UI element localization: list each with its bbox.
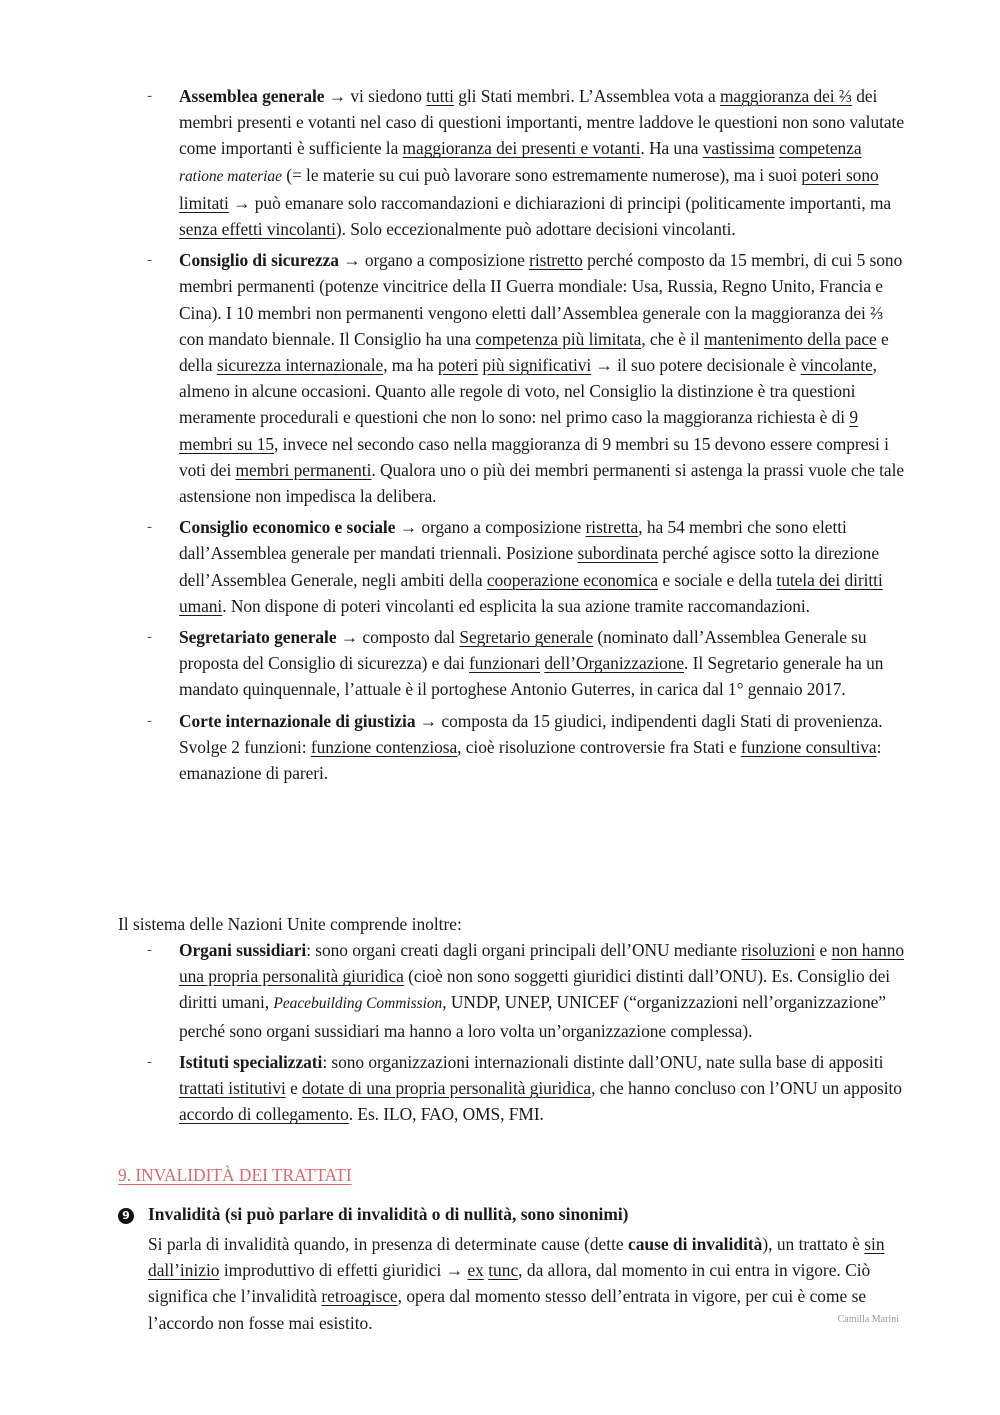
list-item [0, 514, 1000, 619]
underlined-text: più significativi [482, 355, 592, 376]
underlined-text: competenza [778, 138, 862, 159]
text-run: , almeno in alcune occasioni. Quanto alle regole di voto, nel Consiglio la distinzione è tra questioni meramente procedurali e questioni che non lo sono: nel primo caso la maggioranza richiesta è di [179, 355, 877, 428]
underlined-text: non hanno una propria personalità giuridica [179, 940, 904, 987]
list-item [0, 247, 1000, 509]
italic-text: Peacebuilding Commission [273, 995, 443, 1013]
list-item-text [179, 247, 909, 509]
underlined-text: subordinata [577, 543, 659, 564]
underlined-text: accordo di collegamento [179, 1104, 349, 1125]
text-run: : sono organi creati dagli organi principali dell’ONU mediante [306, 940, 742, 960]
underlined-text: ristretta [585, 517, 639, 538]
text-run: → composto dal [336, 627, 460, 648]
text-run: (= le materie su cui può lavorare sono estremamente numerose), ma i suoi [281, 164, 802, 185]
text-run: → può emanare solo raccomandazioni e dichiarazioni di principi (politicamente importanti, ma [228, 192, 892, 213]
underlined-text: poteri sono limitati [179, 164, 879, 213]
underlined-text: competenza più limitata [475, 328, 642, 349]
dash-bullet: - [147, 942, 152, 958]
text-run: gli Stati membri. L’Assemblea vota a [453, 86, 720, 106]
underlined-text: risoluzioni [741, 940, 816, 960]
text-run: ), un trattato è [762, 1234, 865, 1254]
underlined-text: vastissima [702, 138, 775, 159]
underlined-text: tunc [488, 1260, 519, 1281]
bold-text: cause di invalidità [628, 1234, 763, 1254]
list-item-title: Segretariato generale [179, 627, 337, 648]
underlined-text: senza effetti vincolanti [179, 219, 336, 240]
text-run: , da allora, dal momento in cui entra in vigore. Ciò significa che l’invalidità [148, 1260, 871, 1307]
text-run: : sono organizzazioni internazionali distinte dall’ONU, nate sulla base di appositi [322, 1051, 884, 1072]
dash-bullet: - [147, 629, 152, 646]
underlined-text: ex [467, 1260, 484, 1281]
text-run: : emanazione di pareri. [179, 736, 882, 784]
dash-bullet: - [147, 1053, 152, 1070]
text-run: → composta da 15 giudici, indipendenti dagli Stati di provenienza. Svolge 2 funzioni: [179, 710, 883, 757]
underlined-text: trattati istitutivi [179, 1078, 286, 1099]
text-run: perché agisce sotto la direzione dell’Assemblea Generale, negli ambiti della [179, 543, 879, 590]
author-footer: Camilla Marini [837, 1314, 899, 1325]
text-run: improduttivo di effetti giuridici → [219, 1260, 468, 1281]
underlined-text: ristretto [529, 250, 583, 271]
text-run: ). Solo eccezionalmente può adottare decisioni vincolanti. [335, 219, 736, 240]
underlined-text: funzione contenziosa [310, 736, 458, 757]
text-run: , invece nel secondo caso nella maggioranza di 9 membri su 15 devono essere compresi i voti dei [179, 433, 889, 480]
subsection-title: Invalidità (si può parlare di invalidità o di nullità, sono sinonimi) [148, 1204, 629, 1224]
text-run: e della [179, 328, 889, 376]
text-run: . Il Segretario generale ha un mandato quinquennale, l’attuale è il portoghese Antonio Guterres, in carica dal 1° gennaio 2017. [179, 653, 884, 700]
text-run: → organo a composizione [338, 250, 530, 271]
list-item [0, 708, 1000, 787]
list-item [0, 1049, 1000, 1128]
underlined-text: 9 membri su 15 [179, 407, 858, 454]
text-run: (nominato dall’Assemblea Generale su proposta del Consiglio di sicurezza) e dai [179, 627, 867, 674]
underlined-text: tutti [426, 86, 454, 106]
text-run: (cioè non sono soggetti giuridici distinti dall’ONU). Es. Consiglio dei diritti umani, [179, 966, 891, 1013]
list-item-title: Corte internazionale di giustizia [179, 710, 416, 731]
text-run: e [815, 940, 832, 960]
underlined-text: dell’Organizzazione [544, 653, 685, 674]
underlined-text: dotate di una propria personalità giuridica [302, 1078, 592, 1099]
text-run: . Qualora uno o più dei membri permanenti si astenga la prassi vuole che tale astensione non impedisca la delibera. [179, 459, 905, 507]
list-item-title: Consiglio economico e sociale [179, 517, 396, 538]
underlined-text: diritti umani [179, 569, 883, 616]
text-run: dei membri presenti e votanti nel caso di questioni importanti, mentre laddove le questioni non sono valutate come importanti è sufficiente la [179, 86, 904, 159]
intro-paragraph: Il sistema delle Nazioni Unite comprende inoltre: [118, 914, 462, 934]
list-item-text [179, 624, 909, 703]
text-run: , opera dal momento stesso dell’entrata in vigore, per cui è come se l’accordo non fosse mai esistito. [148, 1286, 867, 1333]
text-run: e [285, 1078, 303, 1099]
text-run: perché composto da 15 membri, di cui 5 sono membri permanenti (potenze vincitrice della II Guerra mondiale: Usa, Russia, Regno Unito, Francia e Cina). I 10 membri non permanenti vengono eletti dall’Assemblea generale con la maggioranza dei ⅔ con mandato biennale. Il Consiglio ha una [179, 250, 903, 349]
list-item-text [179, 83, 909, 242]
underlined-text: vincolante [800, 355, 873, 376]
underlined-text: cooperazione economica [486, 569, 659, 590]
other-bodies-list [0, 937, 1000, 1127]
number-nine-icon: 9 [118, 1208, 134, 1224]
underlined-text: membri permanenti [235, 459, 372, 480]
underlined-text: Segretario generale [459, 627, 594, 648]
text-run: e sociale e della [658, 569, 777, 590]
text-run: , ma ha [383, 355, 438, 376]
list-item-title: Assemblea generale [179, 86, 325, 106]
text-run: → il suo potere decisionale è [591, 355, 801, 376]
text-run: . Es. ILO, FAO, OMS, FMI. [348, 1104, 544, 1125]
text-run: , che è il [641, 328, 705, 349]
italic-text: ratione materiae [179, 167, 282, 185]
underlined-text: retroagisce [321, 1286, 398, 1307]
section-heading: 9. INVALIDITÀ DEI TRATTATI [118, 1165, 352, 1185]
text-run: → vi siedono [324, 86, 427, 106]
text-run: , che hanno concluso con l’ONU un apposito [591, 1078, 902, 1099]
underlined-text: mantenimento della pace [704, 328, 877, 349]
text-run: , ha 54 membri che sono eletti dall’Assemblea generale per mandati triennali. Posizione [179, 517, 847, 564]
dash-bullet: - [147, 712, 152, 729]
list-item-text [179, 937, 909, 1044]
list-item-text [179, 514, 909, 619]
dash-bullet: - [147, 252, 152, 269]
list-item-title: Organi sussidiari [179, 940, 307, 960]
underlined-text: maggioranza dei ⅔ [719, 86, 852, 106]
underlined-text: funzionari [469, 653, 540, 674]
text-run: → organo a composizione [395, 517, 586, 538]
underlined-text: tutela dei [776, 569, 841, 590]
text-run: , cioè risoluzione controversie fra Stati e [457, 736, 741, 757]
text-run: Si parla di invalidità quando, in presenza di determinate cause (dette [148, 1234, 629, 1254]
list-item [0, 624, 1000, 703]
underlined-text: sin dall’inizio [148, 1234, 885, 1281]
list-item-text [179, 1049, 909, 1128]
underlined-text: poteri [437, 355, 479, 376]
onu-organs-list [0, 83, 1000, 786]
underlined-text: funzione consultiva [740, 736, 877, 757]
underlined-text: maggioranza dei presenti e votanti [402, 138, 641, 159]
underlined-text: sicurezza internazionale [216, 355, 384, 376]
subsection-body [148, 1231, 908, 1336]
list-item-title: Istituti specializzati [179, 1051, 323, 1072]
list-item-text [179, 708, 909, 787]
dash-bullet: - [147, 519, 152, 536]
list-item-title: Consiglio di sicurezza [179, 250, 339, 271]
text-run: . Non dispone di poteri vincolanti ed esplicita la sua azione tramite raccomandazioni. [222, 595, 810, 616]
text-run: . Ha una [640, 138, 703, 159]
dash-bullet: - [147, 88, 152, 104]
list-item [0, 83, 1000, 242]
text-run: , UNDP, UNEP, UNICEF (“organizzazioni nell’organizzazione” perché sono organi sussidiari ma hanno a loro volta un’organizzazione complessa). [179, 992, 886, 1041]
list-item [0, 937, 1000, 1044]
